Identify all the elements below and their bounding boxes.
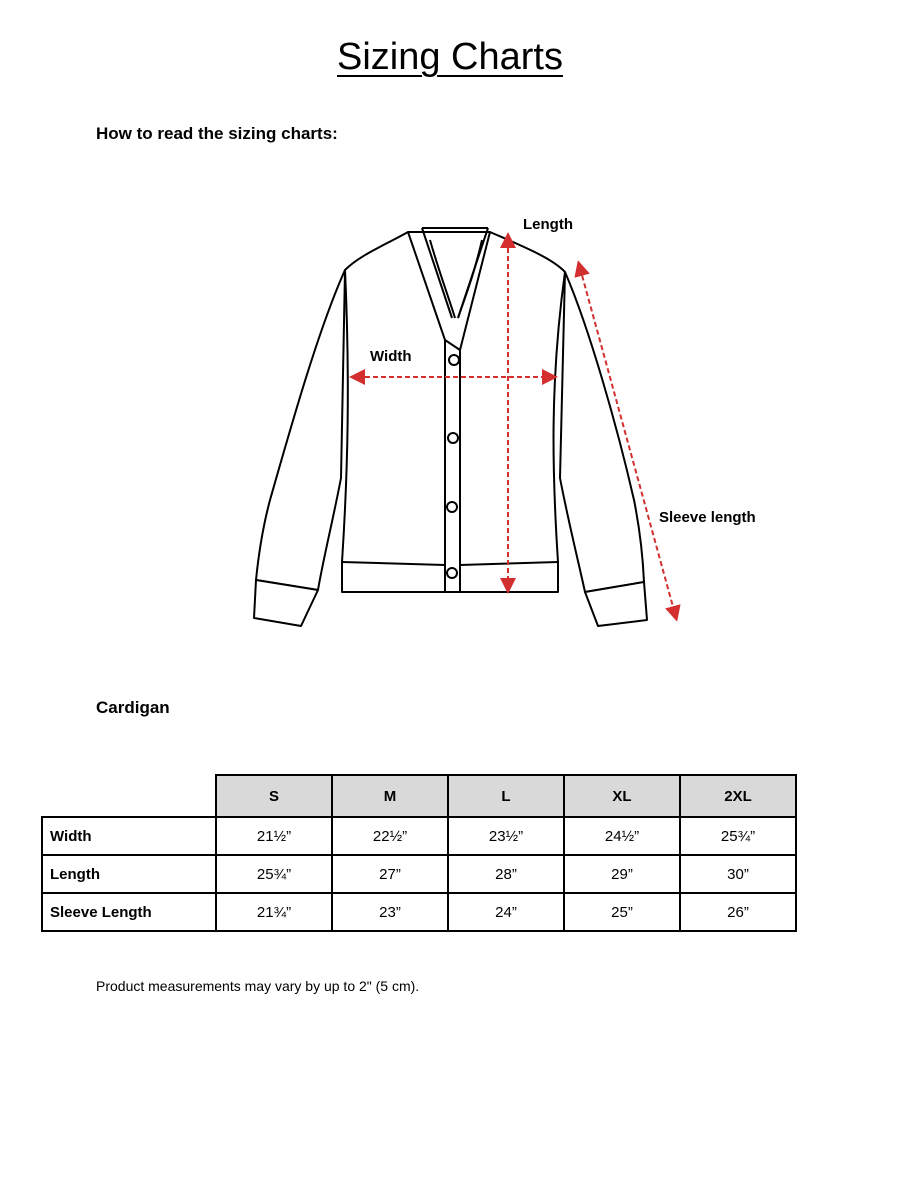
page-title: Sizing Charts bbox=[337, 36, 563, 78]
table-cell: 21½” bbox=[216, 817, 332, 855]
size-header-m: M bbox=[332, 775, 448, 817]
table-cell: 26” bbox=[680, 893, 796, 931]
cardigan-diagram bbox=[240, 205, 780, 645]
row-label-sleeve-length: Sleeve Length bbox=[42, 893, 216, 931]
table-cell: 30” bbox=[680, 855, 796, 893]
size-header-l: L bbox=[448, 775, 564, 817]
cardigan-size-table bbox=[41, 774, 797, 932]
left-sleeve-shape bbox=[256, 270, 345, 590]
table-cell: 25” bbox=[564, 893, 680, 931]
table-header-row bbox=[42, 775, 796, 817]
how-to-heading: How to read the sizing charts: bbox=[96, 124, 338, 143]
table-row-sleeve-length bbox=[42, 893, 796, 931]
table-row-length bbox=[42, 855, 796, 893]
table-cell: 23” bbox=[332, 893, 448, 931]
row-label-length: Length bbox=[42, 855, 216, 893]
table-cell: 24½” bbox=[564, 817, 680, 855]
measurement-note: Product measurements may vary by up to 2" (5 cm). bbox=[96, 978, 420, 994]
button-2 bbox=[448, 433, 458, 443]
button-3 bbox=[447, 502, 457, 512]
table-cell: 29” bbox=[564, 855, 680, 893]
right-sleeve-shape bbox=[560, 272, 644, 592]
sleeve-length-label: Sleeve length bbox=[659, 509, 756, 526]
table-corner-cell bbox=[42, 775, 216, 817]
table-cell: 28” bbox=[448, 855, 564, 893]
table-cell: 25¾” bbox=[216, 855, 332, 893]
body-shape bbox=[342, 232, 565, 592]
button-1 bbox=[449, 355, 459, 365]
button-4 bbox=[447, 568, 457, 578]
length-label: Length bbox=[523, 216, 573, 233]
table-cell: 23½” bbox=[448, 817, 564, 855]
table-cell: 22½” bbox=[332, 817, 448, 855]
cardigan-heading: Cardigan bbox=[96, 698, 170, 717]
table-cell: 24” bbox=[448, 893, 564, 931]
table-row-width bbox=[42, 817, 796, 855]
width-label: Width bbox=[370, 348, 412, 365]
size-header-2xl: 2XL bbox=[680, 775, 796, 817]
size-header-xl: XL bbox=[564, 775, 680, 817]
table-cell: 25¾” bbox=[680, 817, 796, 855]
table-cell: 21¾” bbox=[216, 893, 332, 931]
size-header-s: S bbox=[216, 775, 332, 817]
table-cell: 27” bbox=[332, 855, 448, 893]
row-label-width: Width bbox=[42, 817, 216, 855]
